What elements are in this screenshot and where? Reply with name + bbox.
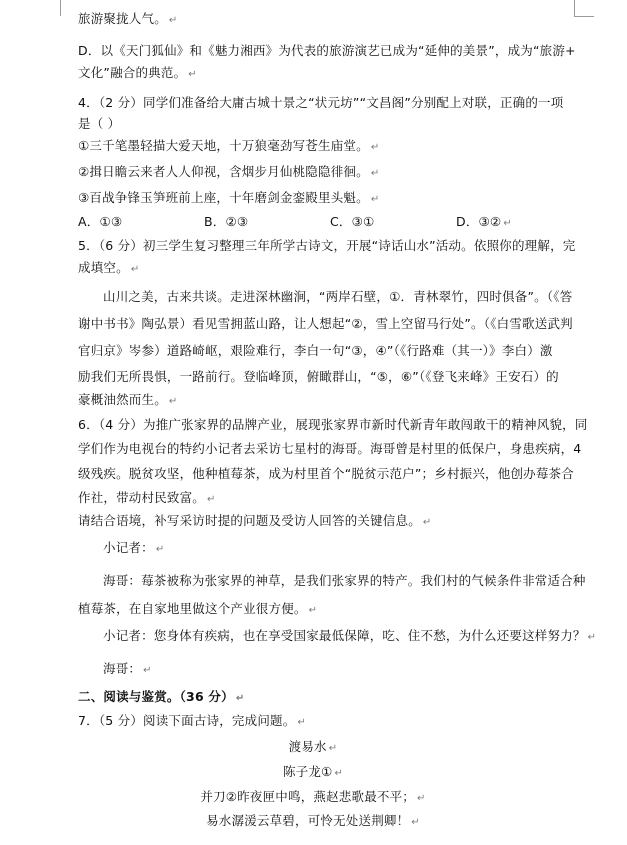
couplet-1: ①三千笔墨轻描大爱天地，十万狼毫劲写苍生庙堂。 ↵ [78,138,380,153]
question-5-stem: 5．（6 分）初三学生复习整理三年所学古诗文，开展“诗话山水”活动。依照你的理解，完 [78,238,576,253]
text-line: 旅游聚拢人气。 ↵ [78,11,178,26]
fill-blank-paragraph: 谢中书书》陶弘景）看见雪拥蓝山路，让人想起“②，雪上空留马行处”。（《白雪歌送武判 [78,316,573,331]
interview-reporter-1: 小记者： ↵ [103,540,165,555]
fill-blank-paragraph: 励我们无所畏惧，一路前行。登临峰顶，俯瞰群山，“⑤，⑥”（《登飞来峰》王安石）的 [78,369,559,384]
fill-blank-paragraph: 山川之美，古来共谈。走进深林幽涧，“两岸石壁，①．青林翠竹，四时俱备”。（《答 [103,289,573,304]
question-6-stem: 学们作为电视台的特约小记者去采访七星村的海哥。海哥曾是村里的低保户，身患疾病，4 [78,441,582,456]
choice-b: B．②③ [204,214,249,229]
question-7-stem: 7．（5 分）阅读下面古诗，完成问题。 ↵ [78,713,307,728]
interview-haige-1-cont: 植莓茶，在自家地里做这个产业很方便。 ↵ [78,601,318,616]
interview-haige-2: 海哥： ↵ [103,661,152,676]
couplet-3: ③百战争锋玉笋班前上座，十年磨剑金銮殿里头魁。 ↵ [78,190,380,205]
choice-a: A．①③ [78,214,123,229]
fill-blank-paragraph: 官归京》岑参）道路崎岖，艰险难行，李白一句“③，④”（《行路难（其一）》李白）激 [78,343,553,358]
choice-d: D．③② [456,214,502,229]
poem-title: 渡易水 ↵ [288,739,338,754]
question-4-choices: A．①③ B．②③ C．③① D．③② ↵ [78,214,512,229]
question-5-stem-cont: 成填空。 ↵ [78,260,140,275]
poem-line-1: 并刀②昨夜匣中鸣，燕赵悲歌最不平； ↵ [200,789,426,804]
option-d-line: D．以《天门狐仙》和《魅力湘西》为代表的旅游演艺已成为“延伸的美景”，成为“旅游+ [78,43,576,58]
fill-blank-paragraph: 豪概油然而生。 ↵ [78,392,178,407]
question-6-stem: 作社，带动村民致富。 ↵ [78,490,216,505]
poem-author: 陈子龙① ↵ [282,764,344,779]
crop-mark-left [60,0,61,16]
question-4-stem-cont: 是（ ） [78,116,121,131]
question-6-stem: 6．（4 分）为推广张家界的品牌产业，展现张家界市新时代新青年敢闯敢干的精神风貌，同 [78,417,588,432]
couplet-2: ②揖日瞻云来者人人仰视，含烟步月仙桃隐隐徘徊。 ↵ [78,164,380,179]
interview-reporter-2: 小记者：您身体有疾病，也在享受国家最低保障，吃、住不愁，为什么还要这样努力？ ↵ [103,628,597,643]
question-4-stem: 4．（2 分）同学们准备给大庸古城十景之“状元坊”“文昌阁”分别配上对联，正确的一项 [78,95,564,110]
question-6-instruction: 请结合语境，补写采访时提的问题及受访人回答的关键信息。 ↵ [78,513,432,528]
section-2-heading: 二、阅读与鉴赏。（36 分） ↵ [78,689,245,704]
poem-line-2: 易水潺湲云草碧，可怜无处送荆卿！ ↵ [206,813,420,828]
question-6-stem: 级残疾。脱贫攻坚，他种植莓茶，成为村里首个“脱贫示范户”；乡村振兴，他创办莓茶合 [78,466,574,481]
interview-haige-1: 海哥：莓茶被称为张家界的神草，是我们张家界的特产。我们村的气候条件非常适合种 [103,573,586,588]
text-line: 文化”融合的典范。 ↵ [78,65,197,80]
choice-c: C．③① [330,214,375,229]
